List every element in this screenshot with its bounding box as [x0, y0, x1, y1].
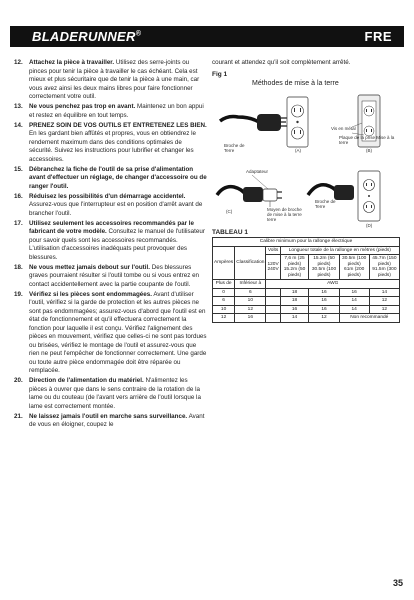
list-item: 15. Débranchez la fiche de l'outil de sa prise d'alimentation avant d'effectuer un réglage, de changer d'accessoire ou de ranger l'outil.: [14, 165, 207, 190]
page-header: [10, 26, 404, 47]
label-adapter: Adaptateur: [246, 169, 269, 174]
page-number: 35: [392, 578, 403, 588]
table-caption: Calibre minimum pour la rallonge électrique: [213, 238, 400, 247]
table-row: 0 6 18 16 16 14: [213, 288, 400, 297]
table-cell: 120V 240V: [266, 255, 280, 280]
table-header: Volts: [267, 247, 279, 253]
table-row: 12 16 14 12 Non recommandé: [213, 314, 400, 323]
plug-a-icon: [257, 114, 281, 131]
table-row: 6 10 18 16 14 12: [213, 297, 400, 306]
list-item: 14. PRENEZ SOIN DE VOS OUTILS ET ENTRETENEZ LES BIEN. En les gardant bien affûtés et propres, vous en obtiendrez le rendement maximum dans des conditions optimales de sécurité. Suivez les instructions pour lubrifier et changer les accessoires.: [14, 121, 207, 163]
label-plate: Plaque de la prise Mise à la terre: [339, 135, 395, 145]
figure-title: Méthodes de mise à la terre: [252, 80, 339, 87]
cord-d: [308, 185, 338, 195]
list-item: 17. Utilisez seulement les accessoires recommandés par le fabricant de votre modèle. Consultez le manuel de l'utilisateur pour savoir quels sont les accessoires recommandés. L'utilisation d'accessoires inadéquats peut provoquer des blessures.: [14, 219, 205, 261]
label-screw: Vis en métal: [331, 126, 356, 131]
table-row: 10 12 16 16 14 12: [213, 305, 400, 314]
adapter-icon: [263, 189, 277, 201]
table-cell: 7,6 m (25 pieds) 15.2m (50 pieds): [280, 255, 309, 280]
label-a: (A): [295, 148, 301, 153]
continued-text: courant et attendez qu'il soit complètement arrêté.: [212, 59, 351, 66]
label-b: (B): [366, 148, 372, 153]
label-d: (D): [366, 223, 373, 228]
left-column: [14, 59, 207, 431]
brand-title: BLADERUNNER®: [32, 29, 142, 44]
label-pin-a: Broche de Terre: [224, 143, 245, 153]
table-header: AWG: [266, 280, 400, 289]
list-item: 12. Attachez la pièce à travailler. Utilisez des serre-joints ou pinces pour tenir la pièce à travailler le cas échéant. Cela est mieux et plus sécuritaire que de tenir la pièce à une main, car vous avez ainsi les deux mains libres pour faire fonctionner correctement votre outil.: [14, 59, 200, 100]
cord-c: [217, 187, 246, 195]
label-means: Moyen de broche de mise à la terre terre: [267, 207, 302, 222]
right-column: [212, 59, 400, 320]
table-header: Classification: [235, 246, 266, 280]
table-title: TABLEAU 1: [212, 229, 248, 236]
list-item: 20. Direction de l'alimentation du matériel. N'alimentez les pièces à ouvrer que dans le sens contraire de la rotation de la lame ou du couteau (de l'avant vers arrière de l'outil lorsque la lame est correctement montée.: [14, 377, 201, 410]
table-cell: 15.2m (50 pieds) 30.5m (100 pieds): [309, 255, 339, 280]
list-item: 19. Vérifiez si les pièces sont endommagées. Avant d'utiliser l'outil, vérifiez si la garde de protection et les autres pièces ne sont pas endommagées; assurez-vous d'abord que l'outil est en état de fonctionnement et qu'il effectuera correctement la fonction pour laquelle il est conçu. Vérifiez l'alignement des pièces en mouvement, vérifiez que celles-ci ne sont pas tordues ou brisées, vérifiez le montage de l'outil et assurez-vous que rien ne peut l'empêcher de fonctionner correctement. Une garde ou toute autre pièce endommagée doit être réparée ou remplacée.: [14, 290, 207, 374]
list-item: 16. Réduisez les possibilités d'un démarrage accidentel. Assurez-vous que l'interrupteur est en position d'arrêt avant de brancher l'outil.: [14, 192, 203, 217]
table-header: Plus de: [213, 280, 235, 289]
list-item: 13. Ne vous penchez pas trop en avant. Maintenez un bon appui et restez en équilibre en tout temps.: [14, 103, 204, 119]
cord-a: [220, 117, 260, 124]
table-cell: 45.7m (150 pieds) 91.5m (300 pieds): [369, 255, 399, 280]
label-c: (C): [226, 209, 233, 214]
table-header: Ampères: [213, 246, 235, 280]
table-header: Longueur totale de la rallonge en mètres (pieds): [280, 246, 399, 255]
list-item: 18. Ne vous mettez jamais debout sur l'outil. Des blessures graves pourraient résulter si l'outil tombe ou si vous entrez en contact accidentellement avec la partie coupante de l'outil.: [14, 263, 200, 288]
list-item: 21. Ne laissez jamais l'outil en marche sans surveillance. Avant de vous en éloigner, coupez le: [14, 412, 205, 428]
plug-c-icon: [243, 187, 263, 202]
extension-cord-table: [212, 237, 400, 323]
label-pin-c: Broche de Terre: [315, 199, 336, 209]
table-cell: 30.5m (100 pieds) 61m (200 pieds): [339, 255, 369, 280]
figure-label: Fig 1: [212, 71, 228, 78]
table-header: Inférieur à: [235, 280, 266, 289]
plug-d-icon: [334, 185, 354, 200]
language-code: FRE: [364, 29, 392, 44]
